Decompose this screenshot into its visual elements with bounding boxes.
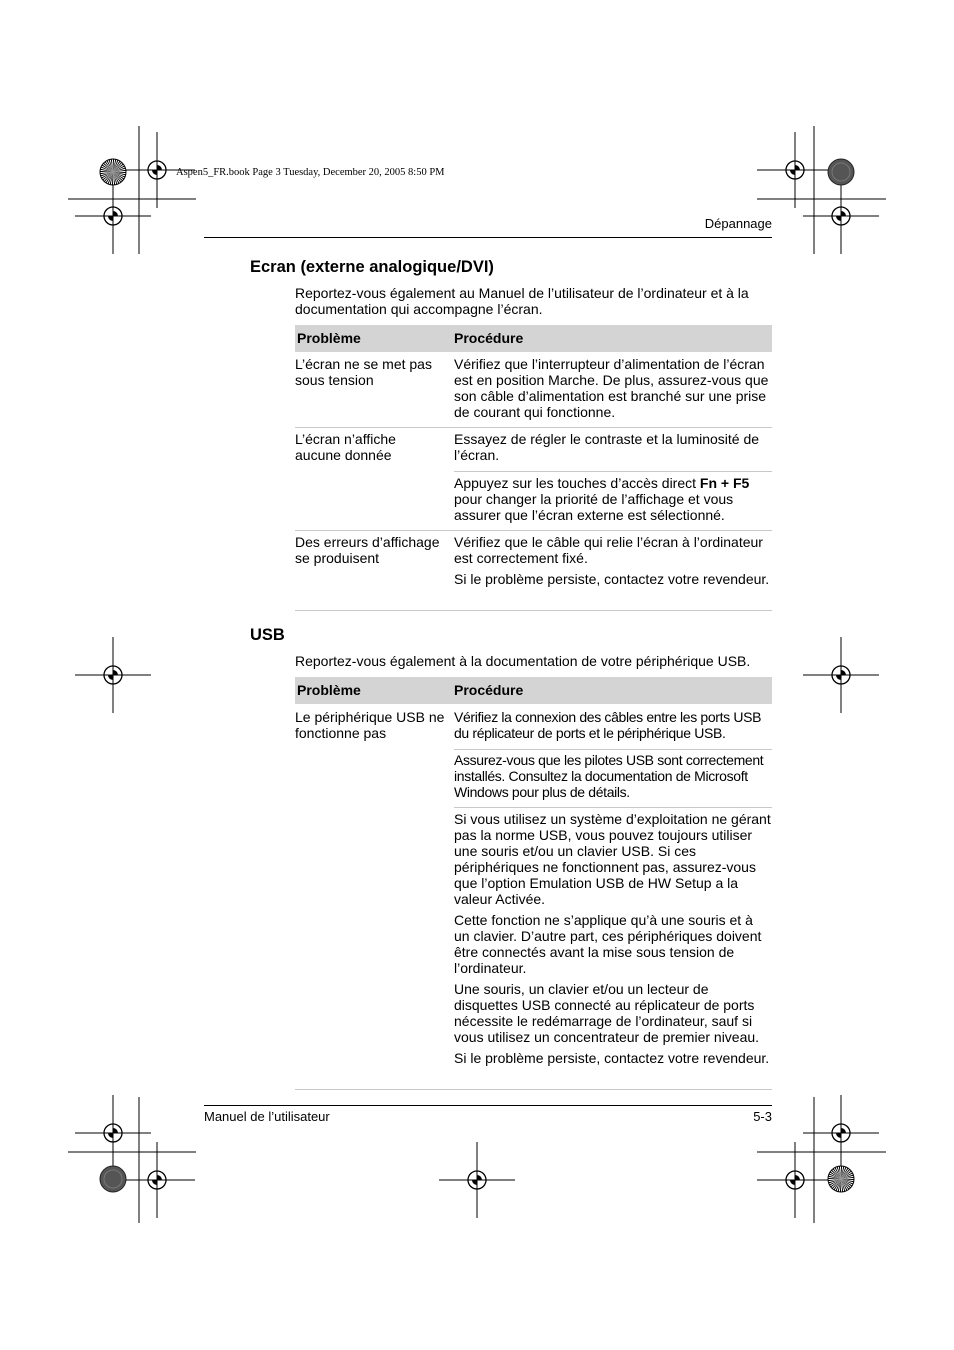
registration-mark bbox=[803, 637, 879, 713]
starburst-mark bbox=[828, 1166, 854, 1192]
section-title: Ecran (externe analogique/DVI) bbox=[250, 258, 494, 276]
problem-cell: L’écran n’affiche aucune donnée bbox=[295, 431, 396, 463]
footer-left: Manuel de l’utilisateur bbox=[204, 1109, 330, 1124]
procedure-cell: Assurez-vous que les pilotes USB sont correctement installés. Consultez la documentation de Microsoft Windows pour plus de détails. bbox=[454, 752, 764, 800]
problem-cell: Le périphérique USB ne fonctionne pas bbox=[295, 709, 445, 741]
procedure-cell: Si le problème persiste, contactez votre revendeur. bbox=[454, 571, 770, 587]
registration-mark bbox=[75, 178, 151, 254]
problem-cell: Des erreurs d’affichage se produisent bbox=[295, 534, 440, 566]
page-number: 5-3 bbox=[753, 1109, 772, 1124]
procedure-divider bbox=[454, 471, 772, 472]
row-divider bbox=[295, 427, 772, 428]
procedure-cell: Une souris, un clavier et/ou un lecteur de disquettes USB connecté au réplicateur de ports nécessite le redémarrage de l’ordinateur, sauf si vous utilisez un concentrateur de premier niveau. bbox=[454, 981, 760, 1045]
section-intro: Reportez-vous également au Manuel de l’utilisateur de l’ordinateur et à la documentation qui accompagne l’écran. bbox=[295, 285, 749, 317]
procedure-cell: Vérifiez la connexion des câbles entre les ports USB du réplicateur de ports et le périphérique USB. bbox=[454, 709, 762, 741]
column-header-procedure: Procédure bbox=[454, 682, 524, 698]
gray-disc-mark bbox=[100, 1166, 126, 1192]
registration-mark bbox=[75, 1095, 151, 1171]
procedure-divider bbox=[454, 749, 772, 750]
procedure-cell: Vérifiez que le câble qui relie l’écran à l’ordinateur est correctement fixé. bbox=[454, 534, 763, 566]
column-header-problem: Problème bbox=[297, 330, 361, 346]
table-header bbox=[295, 677, 772, 704]
starburst-mark bbox=[100, 159, 126, 185]
procedure-cell: Cette fonction ne s’applique qu’à une souris et à un clavier. D’autre part, ces périphériques doivent être connectés avant la mise sous tension de l’ordinateur. bbox=[454, 912, 762, 976]
table-header bbox=[295, 325, 772, 352]
procedure-cell: Vérifiez que l’interrupteur d’alimentation de l’écran est en position Marche. De plus, assurez-vous que son câble d’alimentation est branché sur une prise de courant qui fonctionne. bbox=[454, 356, 769, 420]
section-intro: Reportez-vous également à la documentation de votre périphérique USB. bbox=[295, 653, 751, 669]
registration-mark bbox=[757, 132, 833, 208]
procedure-cell: Si vous utilisez un système d’exploitation ne gérant pas la norme USB, vous pouvez toujours utiliser une souris et/ou un clavier USB. Si ces périphériques ne fonctionnent pas, assurez-vous que l’option Emulation USB de HW Setup a la valeur Activée. bbox=[454, 811, 771, 907]
column-header-procedure: Procédure bbox=[454, 330, 524, 346]
procedure-cell: Essayez de régler le contraste et la luminosité de l’écran. bbox=[454, 431, 760, 463]
procedure-cell bbox=[454, 475, 772, 523]
table-bottom-rule bbox=[295, 610, 772, 611]
registration-mark bbox=[75, 637, 151, 713]
procedure-divider bbox=[454, 807, 772, 808]
registration-mark bbox=[439, 1142, 515, 1218]
running-header: Dépannage bbox=[704, 216, 772, 231]
table-bottom-rule bbox=[295, 1089, 772, 1090]
column-header-problem: Problème bbox=[297, 682, 361, 698]
gray-disc-mark bbox=[828, 159, 854, 185]
procedure-cell: Si le problème persiste, contactez votre revendeur. bbox=[454, 1050, 770, 1066]
procedure-text: pour changer la priorité de l’affichage et vous assurer que l’écran externe est sélectionné. bbox=[454, 491, 734, 523]
header-rule bbox=[204, 237, 772, 238]
problem-cell: L’écran ne se met pas sous tension bbox=[295, 356, 432, 388]
section-title: USB bbox=[250, 626, 285, 644]
row-divider bbox=[295, 530, 772, 531]
hotkey-text: Fn + F5 bbox=[699, 475, 750, 491]
procedure-text: Appuyez sur les touches d’accès direct bbox=[454, 475, 700, 491]
registration-mark bbox=[119, 1142, 195, 1218]
print-info-line: Aspen5_FR.book Page 3 Tuesday, December 20, 2005 8:50 PM bbox=[176, 167, 445, 178]
footer-rule bbox=[204, 1105, 772, 1106]
registration-mark bbox=[757, 1142, 833, 1218]
